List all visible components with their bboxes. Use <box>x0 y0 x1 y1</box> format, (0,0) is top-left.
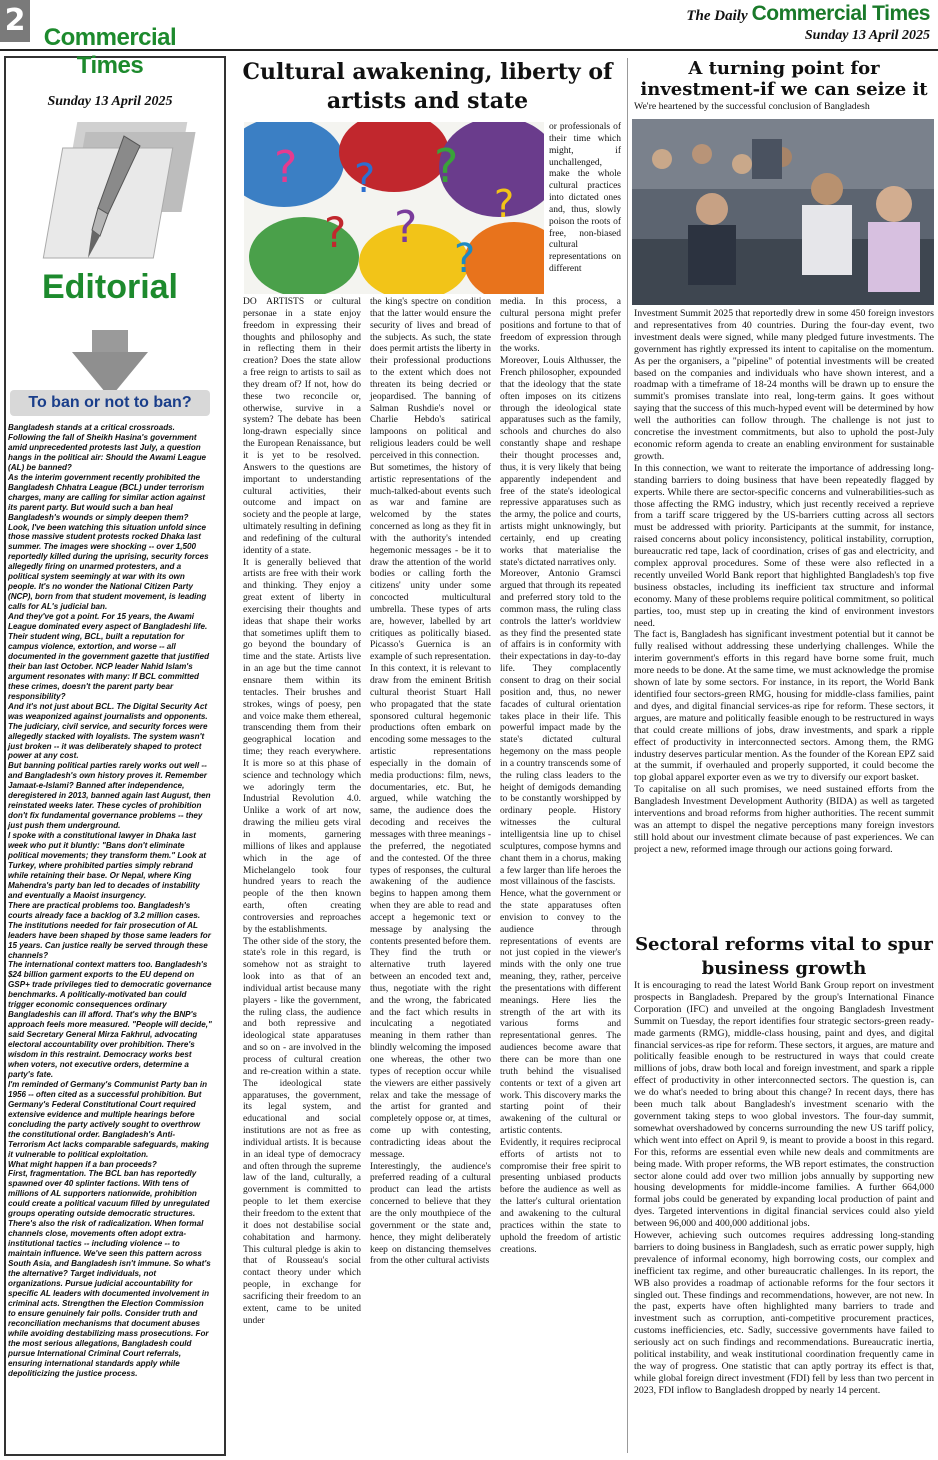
article-paragraph: DO ARTISTS or cultural personae in a state enjoy freedom in expressing their thoughts and philosophy and in reflecting them in their creation? Does the state allow a free reign to artists to sail as they dream of? If not, how do these two reconcile or, otherwise, survive in a system? The debate has been long-drawn especially since the European Renaissance, but it is yet to be resolved. Answers to the questions are important to understanding cultural activities, their outcome and impact on society and the people at large, ultimately resulting in defining and redefining of the cultural identity of a state. <box>243 297 361 556</box>
article-paragraph: It is encouraging to read the latest World Bank Group report on investment prospects in Bangladesh. Prepared by the group's International Finance Corporation (IFC) and unveiled at the ongoing Bangladesh Investment Summit on Tuesday, the report identifies four strategic sectors-green ready-made garments (RMG), middle-class housing, paint and dyes, and digital financial services-as ripe for reform. These sectors, it argues, are mature and politically feasible enough to be restructured in ways that could create millions of jobs, draw both local and foreign investment, and spark a ripple effect of productivity in other interconnected sectors. The question is, can we do what's needed to bring about this change? In recent days, there has been much talk about Bangladesh's investment scenario with the government taking steps to woo global investors. The four-day summit, somewhat overshadowed by concerns surrounding the new US tariff policy, which went into effect on April 9, is meant to provide a boost in this regard. For this, reforms are essential even while new deals and commitments are being made. With proper reforms, the WB report estimates, the construction sector alone could add over two million jobs annually by supporting new housing developments for middle-income families. A further 664,000 formal jobs could be generated by expanding local production of paint and dyes. Targeted interventions in digital financial services could also yield between 96,000 and 400,000 additional jobs. <box>634 980 934 1230</box>
article-column-2 <box>370 297 491 1268</box>
editorial-paragraph: Look, I've been watching this situation unfold since those massive student protests rocked Dhaka last summer. The images were shocking -- over 1,500 reportedly killed during the uprising, security forces allegedly firing on unarmed protesters, and a political system seemingly at war with its own people. It's no wonder the National Citizen Party (NCP), born from that student movement, is leading calls for AL's judicial ban. <box>8 522 209 612</box>
page-number: 2 <box>0 0 30 42</box>
editorial-paragraph: What might happen if a ban proceeds? <box>8 1159 157 1169</box>
investment-article-body <box>634 308 934 856</box>
article-column-3 <box>500 297 621 1256</box>
article-paragraph: the king's spectre on condition that the latter would ensure the security of lives and bread of the subjects. As such, the state does permit artists the liberty in their professional productions to the extent which does not threaten its being decried or jeopardised. The banning of Salman Rushdie's novel or Charlie Hebdo's satirical lampoons on political and religious leaders could be well perceived in this connection. <box>370 297 491 461</box>
svg-text:?: ? <box>394 202 418 253</box>
editorial-paragraph: And they've got a point. For 15 years, the Awami League dominated every aspect of Bangladeshi life. Their student wing, BCL, built a reputation for campus violence, extortion, and worse -- all documented in the government gazette that justified their ban last October. NCP leader Nahid Islam's argument resonates with many: If BCL committed these crimes, doesn't the parent party bear responsibility? <box>8 612 210 701</box>
article-paragraph: media. In this process, a cultural persona might prefer positions and fortune to that of freedom of expression through the works. <box>500 297 621 355</box>
article-column-1 <box>243 297 361 1327</box>
masthead-the-daily: The Daily <box>686 8 748 24</box>
article-paragraph: In this context, it is relevant to draw from the eminent British cultural theorist Stuart Hall who propagated that the state sponsored cultural hegemonic productions often embark on encoding some messages to the artistic representations especially in the domain of media productions: film, news, documentaries, etc. But, he argued, while watching the same, the audience does the decoding and receives the messages with three meanings - the preferred, the negotiated and the contested. Of the three types of responses, the cultural awakening of the audience begins to happen among them when they are able to read and accept a hegemonic text or message by analysing the contents presented before them. They find the truth or alternative truth layered between an encoded text and, thus, negotiate with the right and the wrong, the fabricated and the fact which results in inculcating a negotiated meaning in them rather than blindly welcoming the imposed one whereas, the other two types of reception occur while the viewers are either passively relax and take the message of the artist for granted and completely oppose or, at times, come up with contesting, contradicting ideas about the message. <box>370 664 491 1160</box>
editorial-paragraph: First, fragmentation. The BCL ban has reportedly spawned over 40 splinter factions. With tens of millions of AL supporters nationwide, prohibition could create a political vacuum filled by unregulated groups operating outside democratic structures. There's also the risk of radicalization. When formal channels close, movements often adopt extra-institutional tactics -- including violence -- to maintain influence. We've seen this pattern across South Asia, and Bangladesh isn't immune. So what's the alternative? Target individuals, not organizations. Pursue judicial accountability for specific AL leaders with documented involvement in criminal acts. Strengthen the Election Commission to ensure genuinely fair polls. Consider truth and reconciliation mechanisms that document abuses while avoiding destabilizing mass prosecutions. For the most serious allegations, Bangladesh could pursue International Criminal Court referrals, ensuring international standards apply while depoliticizing the justice process. <box>8 1169 211 1378</box>
masthead-date: Sunday 13 April 2025 <box>804 28 930 43</box>
editorial-paragraph: Bangladesh stands at a critical crossroads. Following the fall of Sheikh Hasina's government amid unprecedented protests last July, a question hangs in the political air: Should the Awami League (AL) be banned? <box>8 423 207 472</box>
editorial-headline: To ban or not to ban? <box>28 394 192 411</box>
masthead <box>686 2 930 44</box>
article-paragraph: However, achieving such outcomes requires addressing long-standing barriers to doing business in Bangladesh, such as erratic power supply, high prevalence of informal economy, high borrowing costs, our complex and inefficient tax regime, and other bureaucratic challenges. In its report, the WB also provides a roadmap of actionable reforms for the four sectors it singled out. These findings and recommendations, however, are not new. In the past, experts have often highlighted many barriers to trade and investment such as corruption, anti-competitive procurement practices, customs inefficiencies, etc. Sadly, successive governments have failed to seriously act on such findings and recommendations. Bureaucratic inertia, political instability, and weak institutional coordination frequently came in the way of progress. One statistic that can aptly portray its effect is that, while global foreign direct investment (FDI) fell by less than two percent in 2023, FDI inflow to Bangladesh dropped by nearly 14 percent. <box>634 1230 934 1396</box>
sectoral-reforms-article-body <box>634 980 934 1397</box>
article-paragraph: Moreover, Antonio Gramsci argued that through its repeated and preferred story told to the common mass, the ruling class controls the latter's worldview as they find the presented state of affairs is in conformity with their expectations in day-to-day life. They complacently consent to drag on their social position and, thus, no newer facades of cultural orientation takes place in their life. This powerful impact made by the state's dictated cultural hegemony on the mass people in a country transcends some of the ruling class leaders to the height of demigods demanding to be constantly worshipped by ordinary people. History witnesses the cultural intelligentsia line up to chisel sculptures, compose hymns and chant them in a chorus, making a few larger than life heroes the most villainous of the fascists. <box>500 569 621 888</box>
article-title-sectoral-reforms: Sectoral reforms vital to spur business growth <box>635 934 933 979</box>
editorial-paragraph: There are practical problems too. Bangladesh's courts already face a backlog of 3.2 million cases. The institutions needed for fair prosecution of AL leaders have been shaped by those same leaders for 15 years. Can justice really be served through these channels? <box>8 900 211 960</box>
article-paragraph: In this connection, we want to reiterate the importance of addressing long-standing barriers to doing business that have been repeatedly flagged by experts. While there are sector-specific concerns and vulnerabilities-such as those affecting the RMG industry, which just recently received a reprieve from a tariff scare triggered by the US-barriers cutting across all sectors must be addressed with priority. Participants at the summit, for instance, raised concerns about policy inconsistency, political instability, corruption, bureaucratic red tape, lack of coordination, crises of gas and electricity, and complex approval procedures. Some of these were also reflected in a recently unveiled World Bank report that highlighted Bangladesh's top five business obstacles, including its inefficient tax structure and informal economy. Many of these problems require political commitment, so political parties, too, must step up in creating the kind of environment investors need. <box>634 462 935 629</box>
editorial-paragraph: The international context matters too. Bangladesh's $24 billion garment exports to the EU depend on GSP+ trade privileges tied to democratic governance benchmarks. A politically-motivated ban could trigger economic consequences ordinary Bangladeshis can ill afford. That's why the BNP's approach feels more measured. "People will decide," said Secretary General Mirza Fakhrul, advocating electoral accountability over prohibition. There's wisdom in this restraint. Democracy works best when voters, not executive orders, determine a party's fate. <box>8 960 212 1079</box>
editorial-paragraph: I'm reminded of Germany's Communist Party ban in 1956 -- often cited as a successful prohibition. But Germany's Federal Constitutional Court required extensive evidence and multiple hearings before concluding the party actively sought to overthrow the constitutional order. Bangladesh's Anti-Terrorism Act lacks comparable safeguards, making it vulnerable to political exploitation. <box>8 1079 209 1159</box>
svg-text:?: ? <box>324 208 347 257</box>
editorial-paragraph: And it's not just about BCL. The Digital Security Act was weaponized against journalists and opponents. The judiciary, civil service, and security forces were allegedly stacked with loyalists. The system wasn't just broken -- it was deliberately shaped to protect power at any cost. <box>8 701 208 761</box>
article-intro-text: or professionals of their time which might, if unchallenged, make the whole cultural practices into dictated ones and, thus, slowly poison the roots of free, non-biased cultural representations on different <box>549 122 621 275</box>
article-paragraph: The fact is, Bangladesh has significant investment potential but it cannot be fully realised without addressing these underlying challenges. While the interim government's efforts in this regard have borne some fruit, much more needs to be done. At the same time, we must acknowledge the promise shown of late by some sectors. For instance, in its report, the World Bank identified four sectors-green RMG, housing for middle-class families, paint and dyes, and digital financial services-as ripe for reform. These sectors, it argues, are mature and politically feasible enough to be restructured in ways that could create millions of jobs, draw investments, and spark a ripple effect of productivity in interconnected sectors. Among them, the RMG industry deserves particular mention. As the founder of the Korean EPZ said at the summit, if overhauled and properly supported, it could become the top global apparel exporter even as we try to diversify our export basket. <box>634 629 934 784</box>
section-title-editorial: Editorial <box>41 268 179 306</box>
article-lead-line: We're heartened by the successful conclusion of Bangladesh <box>634 101 870 112</box>
svg-text:?: ? <box>434 139 459 193</box>
sidebar-logo: Commercial Times <box>43 24 177 79</box>
svg-text:?: ? <box>494 182 515 226</box>
article-title-cultural-awakening: Cultural awakening, liberty of artists and state <box>242 59 613 114</box>
article-title-investment: A turning point for investment-if we can seize it <box>640 58 928 100</box>
article-paragraph: Interestingly, the audience's preferred reading of a cultural product can lead the artists concerned to believe that they are the only mouthpiece of the government or the state and, hence, they might deliberately keep on distancing themselves from the other cultural activists <box>370 1161 491 1267</box>
fountain-pen-icon <box>28 118 198 268</box>
editorial-paragraph: But banning political parties rarely works out well -- and Bangladesh's own history proves it. Remember Jamaat-e-Islami? Banned after independence, deregistered in 2013, banned again last August, then reinstated weeks later. These cycles of prohibition don't fix fundamental governance problems -- they just push them underground. <box>8 761 211 831</box>
column-divider <box>627 58 628 1453</box>
svg-text:?: ? <box>274 142 298 193</box>
sidebar-date: Sunday 13 April 2025 <box>47 94 173 109</box>
article-paragraph: Investment Summit 2025 that reportedly drew in some 450 foreign investors and representatives from 40 countries. During the four-day event, two investment deals were signed, while many pledged future investments. The government has rightly expressed its intent to capitalise on the momentum. As per the organisers, a "pipeline" of potential investments will be created based on the companies and individuals who have shown interest, and a roadmap with a timeframe of 18-24 months will be drawn up to ensure the summit's promises translate into real, long-term gains. It goes without saying that the success of this much-hyped event will be determined by how well the authorities can follow through. The challenge is not just to concretise the investment commitments, but also to uphold the post-July economic reform agenda to create an enabling environment for sustainable growth. <box>634 308 934 462</box>
masthead-name: Commercial Times <box>751 2 930 25</box>
editorial-paragraph: I spoke with a constitutional lawyer in Dhaka last week who put it bluntly: "Bans don't eliminate political movements; they transform them." Look at Turkey, where prohibited parties simply rebrand while retaining their base. Or Nepal, where King Mahendra's party ban led to decades of instability and eventually a Maoist insurgency. <box>8 831 207 900</box>
article-paragraph: Moreover, Louis Althusser, the French philosopher, expounded that the ideology that the state often imposes on its citizens through the ideological state apparatuses such as the family, schools and churches do also constantly shape and reshape their thought processes and, thus, it is very likely that being apparently independent and free of the state's ideological repressive apparatuses such as the army, the police and courts, artists might unknowingly, but certainly, end up creating works that materialise the state's dictated narratives only. <box>500 356 621 568</box>
article-paragraph: But sometimes, the history of artistic representations of the much-talked-about events such as war and famine are welcomed by the states concerned as long as they fit in with the authority's intended hegemonic messages - be it to draw the attention of the world bodies or calling forth the citizens' unity under some concocted multicultural umbrella. These types of arts are, however, labelled by art critiques as politically biased. Picasso's Guernica is an example of such representation. <box>370 462 491 663</box>
article-paragraph: Evidently, it requires reciprocal efforts of artists not to compromise their free spirit to presenting unbiased products before the audience as well as the latter's cultural orientation and awakening to the cultural practices within the state to uphold the freedom of artistic creations. <box>500 1137 621 1255</box>
article-paragraph: It is generally believed that artists are free with their work and thinking. They enjoy a great extent of liberty in exercising their thoughts and ideas that shape their works that sometimes uplift them to go beyond the boundary of time and the state. Artists live in an age but the time cannot ensnare them within its tentacles. Their brushes and strokes, wings of poesy, pen and voice make them ethereal, transcending them from their geographical location and time; they reach everywhere. It is more so at this phase of science and technology which we adoringly term the Industrial Revolution 4.0. Unlike a work of art now, drawing the milieu gets viral in moments, garnering millions of likes and applause which in the age of Michelangelo took four hundred years to reach the people of the then known earth, often creating controversies and reproaches by the establishments. <box>243 557 361 935</box>
editorial-paragraph: As the interim government recently prohibited the Bangladesh Chhatra League (BCL) under terrorism charges, many are calling for similar action against its parent party. But would such a ban heal Bangladesh's wounds or simply deepen them? <box>8 472 206 522</box>
svg-text:?: ? <box>354 156 376 202</box>
question-marks-illustration <box>244 122 544 294</box>
editorial-body <box>8 423 212 1379</box>
svg-text:?: ? <box>454 236 476 282</box>
article-paragraph: To capitalise on all such promises, we need sustained efforts from the Bangladesh Investment Development Authority (BIDA) as well as targeted interventions and broad reforms from higher authorities. The recent summit was an attempt to dispel the negative perceptions many foreign investors still hold about our investment climate because of past experiences. We can project a new, reformed image through our actions going forward. <box>634 784 934 855</box>
article-paragraph: Hence, what the government or the state apparatuses often envision to convey to the audience through representations of events are not just copied in the viewer's minds with the only one true meaning, they, rather, perceive the presentations with different meanings. Here lies the strength of the art with its various forms and representational genres. The audiences become aware that there can be more than one truth behind the visualised contents or text of a given art work. This discovery marks the starting point of their awakening of the cultural or artistic contents. <box>500 889 621 1137</box>
article-paragraph: The other side of the story, the state's role in this regard, is somehow not as straight to look into as that of an individual artist because many players - like the government, the ruling class, the audience and both repressive and ideological state apparatuses and so on - are involved in the process of cultural creation and re-creation within a state. The ideological state apparatuses, the government, its legal system, and educational and social institutions are not as free as individual artists. It is because in an ideal type of democracy and often through the supreme law of the land, culturally, a government is committed to people to let them exercise their freedom to the extent that it does not destabilise social cohabitation and harmony. This cultural pledge is akin to that of Rousseau's social contact theory under which people, in exchange for sacrificing their freedom to an extent, came to be united under <box>243 936 361 1326</box>
summit-photo <box>632 119 934 305</box>
